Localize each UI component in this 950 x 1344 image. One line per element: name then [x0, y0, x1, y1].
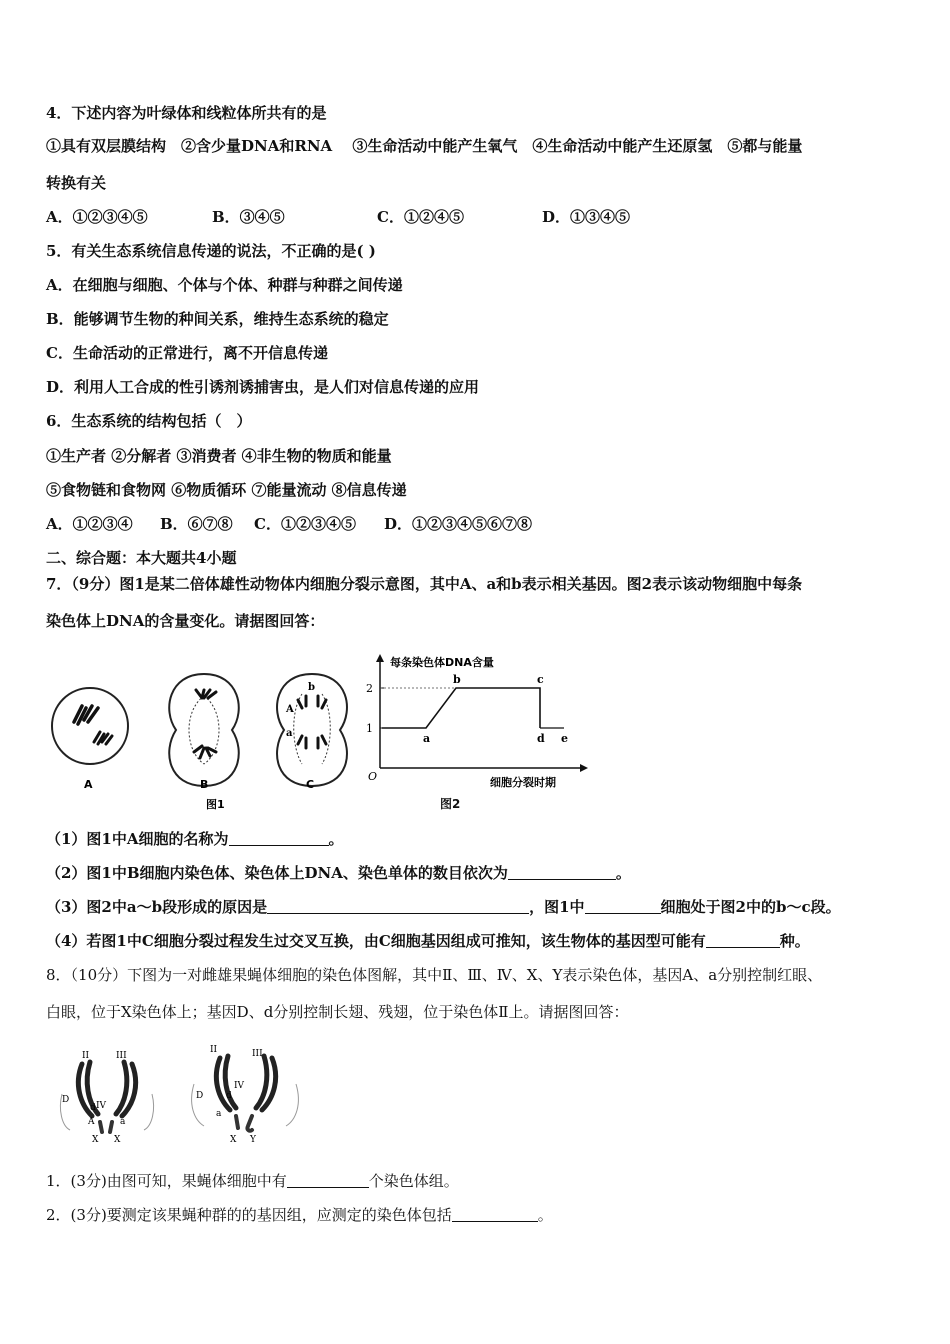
figure-1-caption: 图1 [206, 798, 225, 811]
female-karyotype-figure [52, 1044, 162, 1144]
q4-option-b: B．③④⑤ [212, 208, 285, 226]
y-axis-label: 每条染色体DNA含量 [390, 656, 494, 669]
q8-sub1-blank[interactable] [287, 1172, 369, 1188]
q7-sub1-text: （1）图1中A细胞的名称为 [46, 830, 229, 848]
female-chr-II: II [82, 1051, 90, 1061]
male-chr-Y: Y [250, 1135, 256, 1144]
q5-option-b: B．能够调节生物的种间关系，维持生态系统的稳定 [46, 310, 389, 328]
q4-option-a: A．①②③④⑤ [46, 208, 148, 226]
q6-option-a: A．①②③④ [46, 515, 133, 533]
q6-items-line2: ⑤食物链和食物网 ⑥物质循环 ⑦能量流动 ⑧信息传递 [46, 481, 407, 499]
cell-c-gene-a: a [286, 728, 293, 739]
male-gene-d: d [226, 1091, 232, 1101]
figure-1-cell-division [44, 660, 364, 820]
q7-sub3-blank-1[interactable] [267, 898, 529, 914]
male-karyotype-figure [186, 1044, 306, 1144]
q6-items-line1: ①生产者 ②分解者 ③消费者 ④非生物的物质和能量 [46, 447, 392, 465]
q8-sub1-end: 个染色体组。 [368, 1172, 459, 1190]
q8-stem-line1: 8．（10分）下图为一对雌雄果蝇体细胞的染色体图解，其中Ⅱ、Ⅲ、Ⅳ、X、Y表示染色体，基因A、a分别控制红眼、 [46, 966, 823, 984]
q7-sub1-blank[interactable] [229, 830, 329, 846]
q7-sub3-text: （3）图2中a～b段形成的原因是 [46, 898, 268, 916]
x-axis-label: 细胞分裂时期 [490, 776, 556, 789]
y-axis-arrow [376, 654, 384, 662]
female-gene-A: A [88, 1117, 95, 1127]
q7-sub3-mid: ，图1中 [529, 898, 585, 916]
q8-sub1-text: 1．(3分)由图可知，果蝇体细胞中有 [46, 1172, 287, 1190]
q4-items-line1: ①具有双层膜结构 ②含少量DNA和RNA ③生命活动中能产生氧气 ④生命活动中能产生还原氢 ⑤都与能量 [46, 137, 803, 155]
figure-2-caption: 图2 [440, 797, 461, 811]
q5-option-d: D．利用人工合成的性引诱剂诱捕害虫，是人们对信息传递的应用 [46, 378, 480, 396]
x-axis-arrow [580, 764, 588, 772]
figure-2-chart [360, 650, 590, 810]
q7-sub3-blank-2[interactable] [585, 898, 661, 914]
q7-sub2-text: （2）图1中B细胞内染色体、染色体上DNA、染色单体的数目依次为 [46, 864, 508, 882]
y-tick-2: 2 [366, 682, 373, 695]
q6-option-d: D．①②③④⑤⑥⑦⑧ [384, 515, 533, 533]
q6-option-c: C．①②③④⑤ [254, 515, 356, 533]
cell-b [169, 674, 239, 786]
point-label-b: b [453, 673, 461, 686]
cell-b-label: B [200, 778, 209, 791]
q4-option-c: C．①②④⑤ [377, 208, 464, 226]
cell-c-gene-A: A [286, 704, 294, 715]
point-label-c: c [537, 673, 544, 686]
q7-sub4-end: 种。 [779, 932, 810, 950]
q4-stem: 4．下述内容为叶绿体和线粒体所共有的是 [46, 104, 327, 122]
female-gene-D: D [62, 1095, 70, 1105]
q8-sub2-end: 。 [537, 1206, 553, 1224]
q7-sub2-end: 。 [615, 864, 631, 882]
point-label-a: a [423, 732, 431, 745]
cell-a-label: A [84, 778, 93, 791]
q7-stem-line2: 染色体上DNA的含量变化。请据图回答： [46, 612, 325, 630]
q7-stem-line1: 7．（9分）图1是某二倍体雄性动物体内细胞分裂示意图，其中A、a和b表示相关基因。图2表示该动物细胞中每条 [46, 575, 803, 593]
q6-stem: 6．生态系统的结构包括（ ） [46, 412, 252, 430]
q7-sub3-end: 细胞处于图2中的b～c段。 [660, 898, 841, 916]
female-gene-a: a [120, 1117, 126, 1127]
q7-sub4-text: （4）若图1中C细胞分裂过程发生过交叉互换，由C细胞基因组成可推知，该生物体的基因型可能有 [46, 932, 706, 950]
section-title: 二、综合题：本大题共4小题 [46, 549, 237, 567]
q7-sub2 [46, 863, 631, 883]
q8-stem-line2: 白眼，位于X染色体上；基因D、d分别控制长翅、残翅，位于染色体Ⅱ上。请据图回答： [46, 1003, 629, 1021]
female-chr-X2: X [114, 1135, 121, 1144]
q8-sub2-text: 2．(3分)要测定该果蝇种群的的基因组，应测定的染色体包括 [46, 1206, 452, 1224]
q7-sub1 [46, 829, 344, 849]
q7-sub2-blank[interactable] [508, 864, 616, 880]
series-line [382, 688, 540, 728]
q7-sub1-end: 。 [328, 830, 344, 848]
male-chr-IV: IV [234, 1081, 245, 1091]
q5-option-a: A．在细胞与细胞、个体与个体、种群与种群之间传递 [46, 276, 403, 294]
female-chr-X1: X [92, 1135, 99, 1144]
q7-sub3 [46, 897, 841, 917]
female-chr-III: III [116, 1051, 127, 1061]
male-gene-a: a [216, 1109, 222, 1119]
q7-sub4-blank[interactable] [706, 932, 780, 948]
q5-stem: 5．有关生态系统信息传递的说法，不正确的是( ) [46, 242, 376, 260]
q4-items-line2: 转换有关 [46, 174, 107, 192]
q6-option-b: B．⑥⑦⑧ [160, 515, 233, 533]
female-gene-d: d [90, 1103, 96, 1113]
female-chr-IV: IV [96, 1101, 107, 1111]
q8-sub2-blank[interactable] [452, 1206, 538, 1222]
male-chr-III: III [252, 1049, 263, 1059]
cell-c-gene-b: b [308, 682, 315, 693]
q4-option-d: D．①③④⑤ [542, 208, 631, 226]
point-label-e: e [561, 732, 568, 745]
male-chr-II: II [210, 1045, 218, 1055]
y-tick-1: 1 [366, 722, 373, 735]
cell-a [52, 688, 128, 764]
q7-sub4 [46, 931, 810, 951]
q8-sub2 [46, 1205, 553, 1225]
origin-label: O [368, 770, 378, 783]
male-gene-D: D [196, 1091, 204, 1101]
cell-c-label: C [306, 778, 315, 791]
q5-option-c: C．生命活动的正常进行，离不开信息传递 [46, 344, 328, 362]
point-label-d: d [537, 732, 545, 745]
male-chr-X: X [230, 1135, 237, 1144]
q8-sub1 [46, 1171, 459, 1191]
